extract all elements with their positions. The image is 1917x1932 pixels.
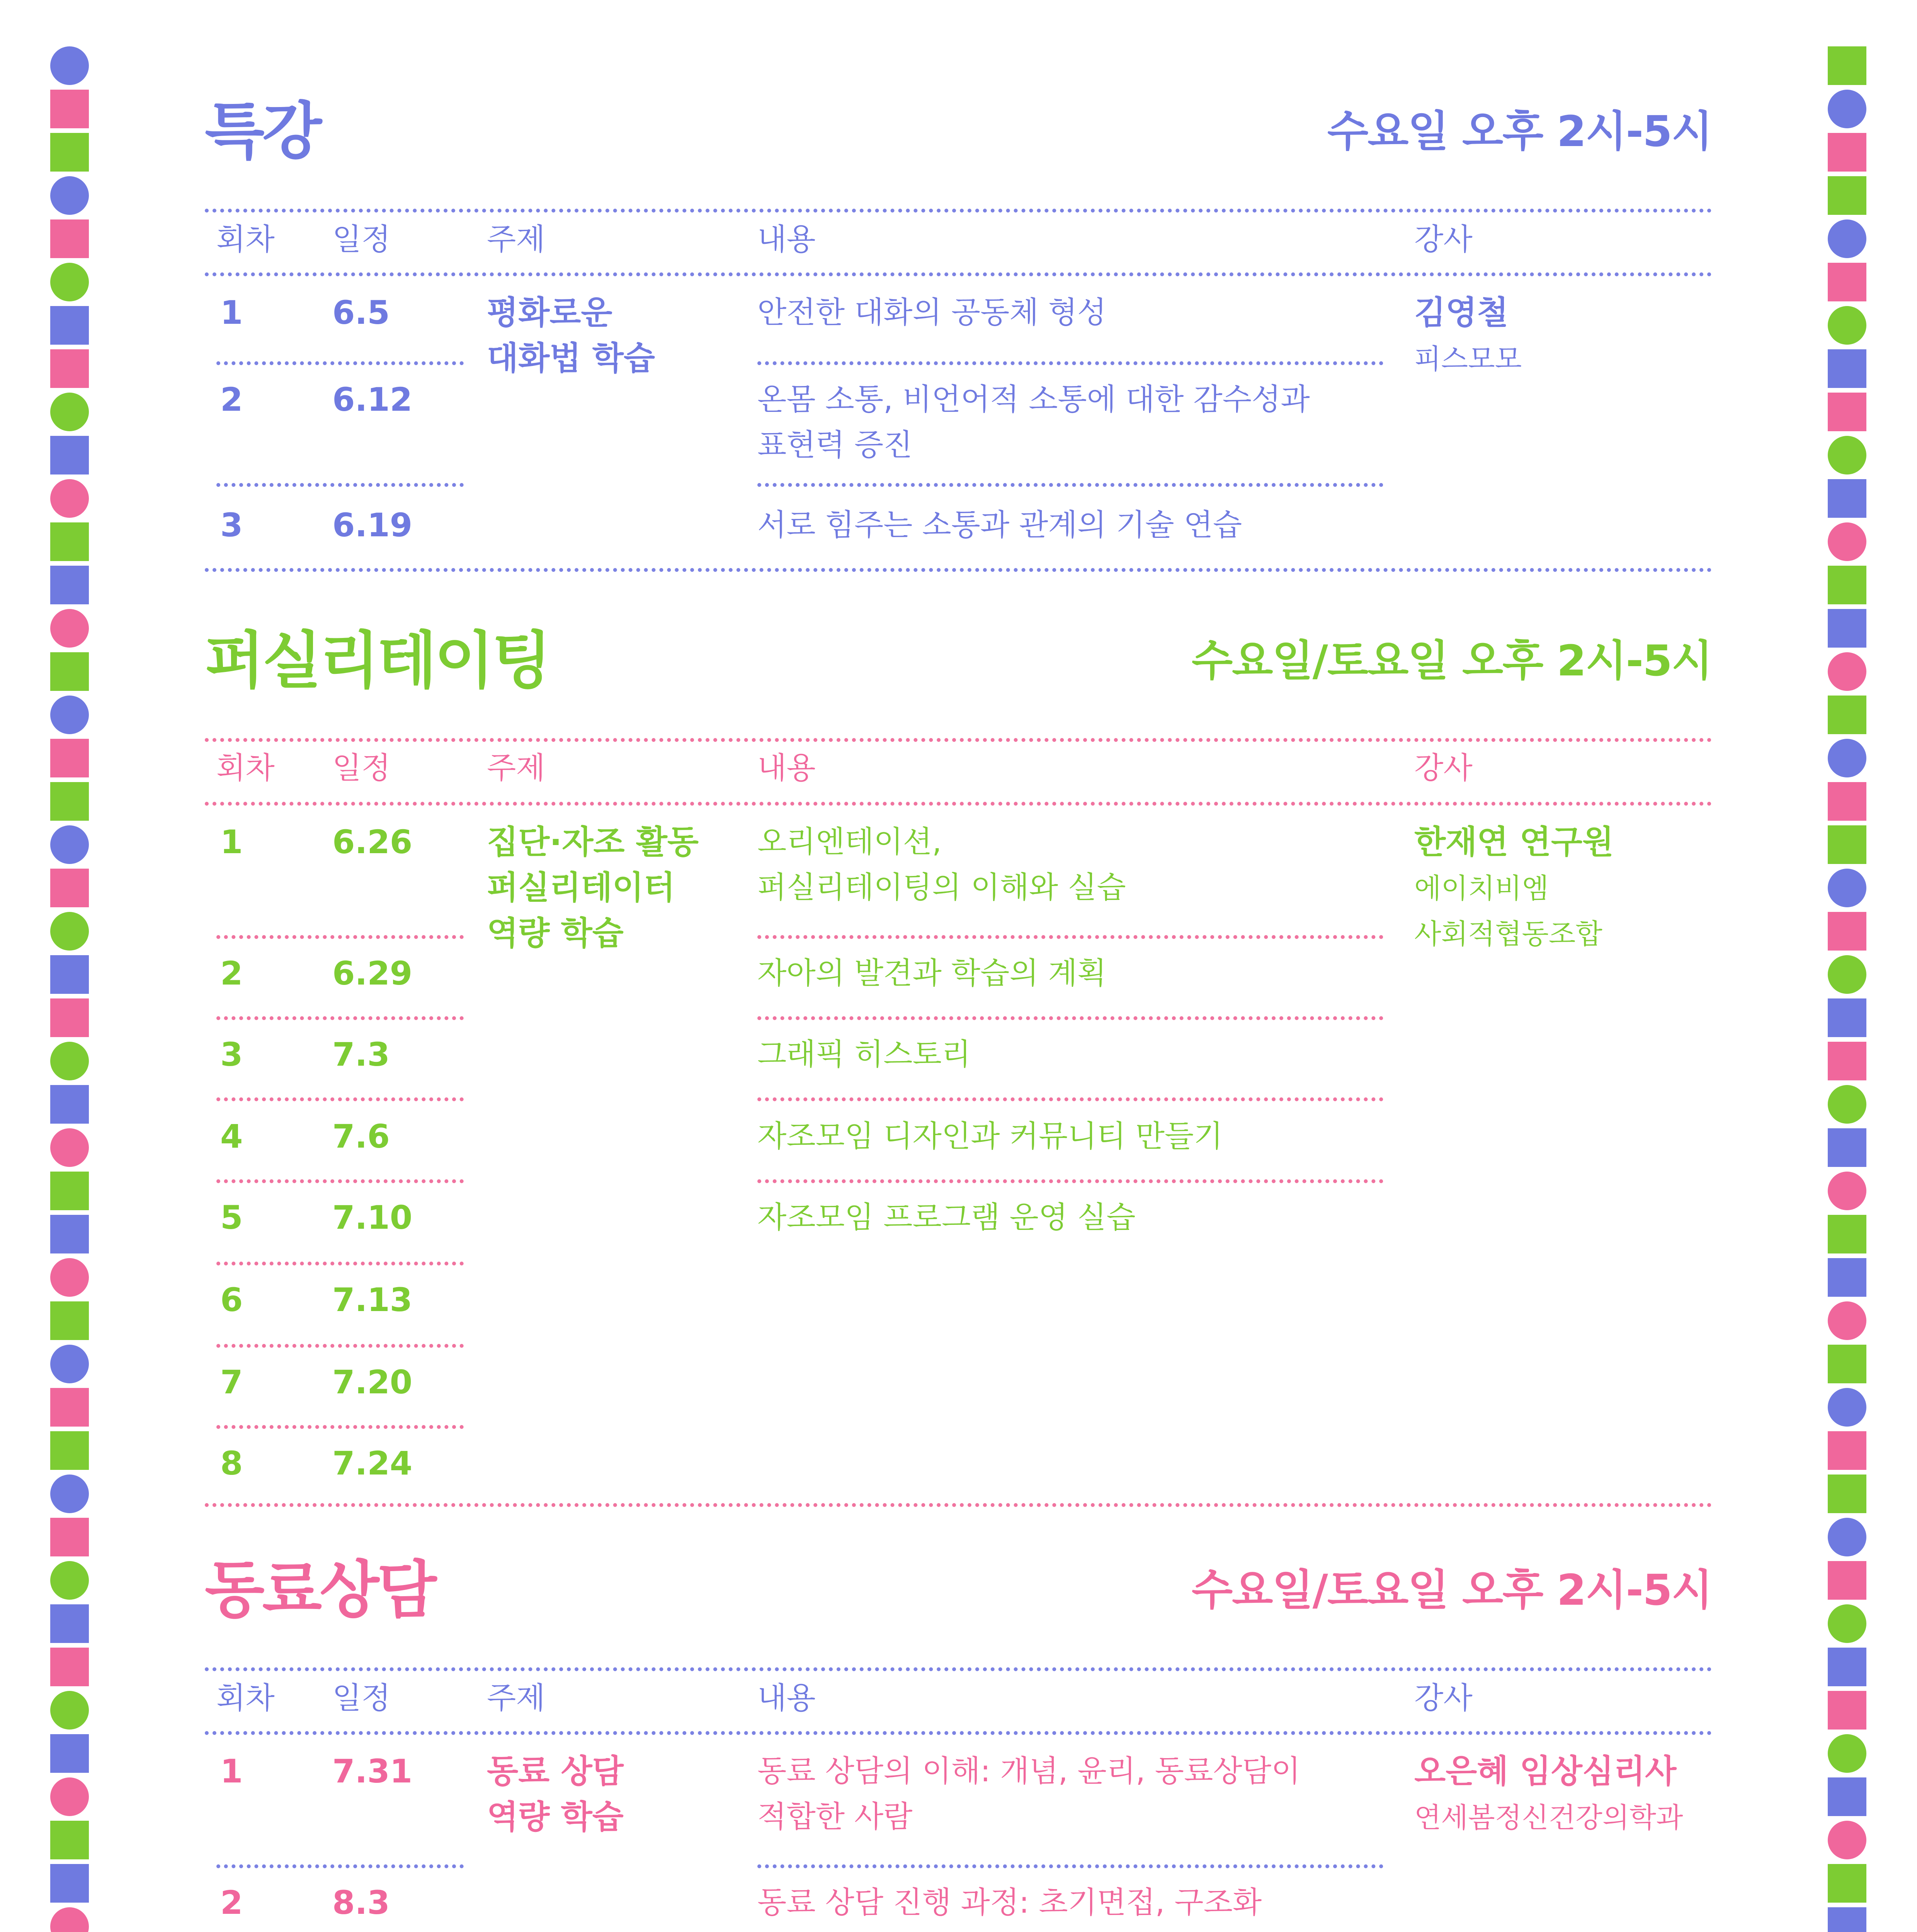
- circle-pink-decoration: [50, 1128, 89, 1167]
- header-date: 일정: [332, 1681, 391, 1716]
- round-cell: 4: [220, 1117, 243, 1155]
- square-pink-decoration: [1828, 1042, 1866, 1080]
- square-green-decoration: [50, 133, 89, 172]
- date-cell: 8.3: [332, 1884, 390, 1922]
- circle-purple-decoration: [50, 696, 89, 734]
- square-green-decoration: [1828, 1215, 1866, 1253]
- circle-pink-decoration: [1828, 1301, 1866, 1340]
- round-cell: 1: [220, 823, 243, 861]
- date-cell: 6.26: [332, 823, 413, 861]
- round-cell: 2: [220, 954, 243, 992]
- square-pink-decoration: [50, 90, 89, 128]
- square-purple-decoration: [1828, 1907, 1866, 1932]
- content-divider: [757, 1097, 1383, 1101]
- section-facilitating: [205, 626, 1712, 1515]
- teacher-name: 오은혜 임상심리사: [1414, 1752, 1677, 1790]
- section-bottom-divider: [205, 568, 1712, 572]
- header-round: 회차: [216, 751, 275, 786]
- round-cell: 2: [220, 381, 243, 418]
- header-topic: 주제: [487, 222, 545, 257]
- circle-pink-decoration: [1828, 1172, 1866, 1210]
- circle-green-decoration: [1828, 436, 1866, 474]
- date-cell: 7.10: [332, 1199, 413, 1236]
- round-cell: 2: [220, 1884, 243, 1922]
- date-cell: 7.20: [332, 1363, 413, 1401]
- header-date: 일정: [332, 222, 391, 257]
- round-cell: 1: [220, 294, 243, 332]
- round-cell: 7: [220, 1363, 243, 1401]
- date-cell: 6.5: [332, 294, 390, 332]
- content-cell: 오리엔테이션, 퍼실리테이팅의 이해와 실습: [757, 825, 1126, 905]
- circle-purple-decoration: [50, 1475, 89, 1513]
- header-round: 회차: [216, 222, 275, 257]
- header-teacher: 강사: [1414, 1681, 1473, 1716]
- circle-purple-decoration: [50, 825, 89, 864]
- square-pink-decoration: [50, 1388, 89, 1427]
- teacher-name: 김영철: [1414, 294, 1509, 332]
- content-cell: 동료 상담의 이해: 개념, 윤리, 동료상담이 적합한 사람: [757, 1754, 1301, 1834]
- row-divider: [216, 935, 464, 939]
- section-bottom-divider: [205, 1503, 1712, 1507]
- round-cell: 3: [220, 1036, 243, 1073]
- square-purple-decoration: [50, 1734, 89, 1773]
- square-green-decoration: [50, 782, 89, 821]
- round-cell: 6: [220, 1281, 243, 1319]
- circle-purple-decoration: [1828, 1518, 1866, 1556]
- circle-pink-decoration: [50, 1907, 89, 1932]
- square-pink-decoration: [1828, 1431, 1866, 1470]
- circle-green-decoration: [1828, 1734, 1866, 1773]
- circle-green-decoration: [50, 912, 89, 951]
- header-content: 내용: [757, 222, 816, 257]
- square-purple-decoration: [50, 1215, 89, 1253]
- square-purple-decoration: [50, 436, 89, 474]
- square-pink-decoration: [1828, 133, 1866, 172]
- square-green-decoration: [1828, 1475, 1866, 1513]
- divider: [205, 802, 1712, 806]
- square-pink-decoration: [50, 349, 89, 388]
- header-content: 내용: [757, 1681, 816, 1716]
- date-cell: 6.29: [332, 954, 413, 992]
- content-cell: 서로 힘주는 소통과 관계의 기술 연습: [757, 508, 1242, 543]
- circle-purple-decoration: [50, 46, 89, 85]
- date-cell: 6.12: [332, 381, 413, 418]
- square-green-decoration: [50, 1172, 89, 1210]
- circle-pink-decoration: [50, 479, 89, 518]
- round-cell: 3: [220, 506, 243, 544]
- circle-green-decoration: [50, 1561, 89, 1600]
- content-divider: [757, 935, 1383, 939]
- square-purple-decoration: [50, 1864, 89, 1903]
- square-pink-decoration: [1828, 782, 1866, 821]
- circle-purple-decoration: [1828, 1388, 1866, 1427]
- divider: [205, 209, 1712, 213]
- round-cell: 8: [220, 1444, 243, 1482]
- header-teacher: 강사: [1414, 751, 1473, 786]
- divider: [205, 738, 1712, 742]
- header-topic: 주제: [487, 751, 545, 786]
- row-divider: [216, 1016, 464, 1020]
- square-green-decoration: [1828, 1864, 1866, 1903]
- square-green-decoration: [50, 652, 89, 691]
- square-pink-decoration: [50, 219, 89, 258]
- right-pattern-border: [1828, 0, 1866, 1932]
- square-green-decoration: [50, 1821, 89, 1859]
- circle-green-decoration: [50, 263, 89, 301]
- topic-cell: 동료 상담 역량 학습: [487, 1752, 624, 1836]
- square-green-decoration: [50, 1431, 89, 1470]
- date-cell: 7.24: [332, 1444, 413, 1482]
- content-cell: 온몸 소통, 비언어적 소통에 대한 감수성과 표현력 증진: [757, 382, 1310, 463]
- content-divider: [757, 1179, 1383, 1183]
- teacher-org: 피스모모: [1414, 343, 1522, 375]
- circle-purple-decoration: [50, 1345, 89, 1383]
- square-green-decoration: [1828, 566, 1866, 604]
- square-pink-decoration: [50, 869, 89, 907]
- square-purple-decoration: [1828, 1777, 1866, 1816]
- section-title: 특강: [205, 95, 320, 167]
- date-cell: 6.19: [332, 506, 413, 544]
- circle-green-decoration: [1828, 1085, 1866, 1124]
- square-purple-decoration: [1828, 998, 1866, 1037]
- teacher-org: 연세봄정신건강의학과: [1414, 1801, 1683, 1834]
- circle-pink-decoration: [1828, 652, 1866, 691]
- row-divider: [216, 1097, 464, 1101]
- header-teacher: 강사: [1414, 222, 1473, 257]
- content-divider: [757, 483, 1383, 487]
- content-cell: 자아의 발견과 학습의 계획: [757, 956, 1107, 991]
- circle-pink-decoration: [1828, 522, 1866, 561]
- content-cell: 안전한 대화의 공동체 형성: [757, 295, 1107, 330]
- square-purple-decoration: [1828, 479, 1866, 518]
- circle-pink-decoration: [50, 1258, 89, 1297]
- content-cell: 자조모임 프로그램 운영 실습: [757, 1200, 1136, 1235]
- section-title: 동료상담: [205, 1554, 435, 1626]
- circle-purple-decoration: [1828, 869, 1866, 907]
- square-purple-decoration: [50, 955, 89, 994]
- square-purple-decoration: [1828, 349, 1866, 388]
- circle-purple-decoration: [50, 176, 89, 215]
- content-cell: 자조모임 디자인과 커뮤니티 만들기: [757, 1119, 1223, 1154]
- row-divider: [216, 1425, 464, 1429]
- teacher-org: 에이치비엠 사회적협동조합: [1414, 872, 1602, 950]
- header-round: 회차: [216, 1681, 275, 1716]
- topic-cell: 평화로운 대화법 학습: [487, 294, 655, 377]
- row-divider: [216, 483, 464, 487]
- circle-pink-decoration: [50, 609, 89, 648]
- content-divider: [757, 1864, 1383, 1868]
- circle-green-decoration: [50, 393, 89, 431]
- circle-green-decoration: [50, 1691, 89, 1730]
- header-date: 일정: [332, 751, 391, 786]
- square-pink-decoration: [50, 1518, 89, 1556]
- square-green-decoration: [1828, 825, 1866, 864]
- square-pink-decoration: [50, 998, 89, 1037]
- section-time: 수요일/토요일 오후 2시-5시: [1191, 636, 1712, 685]
- section-time: 수요일/토요일 오후 2시-5시: [1191, 1565, 1712, 1615]
- row-divider: [216, 1344, 464, 1348]
- circle-pink-decoration: [50, 1777, 89, 1816]
- section-time: 수요일 오후 2시-5시: [1327, 107, 1712, 156]
- date-cell: 7.6: [332, 1117, 390, 1155]
- circle-purple-decoration: [1828, 90, 1866, 128]
- divider: [205, 1667, 1712, 1671]
- square-purple-decoration: [50, 566, 89, 604]
- square-green-decoration: [50, 522, 89, 561]
- row-divider: [216, 361, 464, 365]
- square-pink-decoration: [1828, 263, 1866, 301]
- square-pink-decoration: [50, 1648, 89, 1686]
- square-green-decoration: [1828, 1345, 1866, 1383]
- date-cell: 7.31: [332, 1752, 413, 1790]
- square-pink-decoration: [1828, 912, 1866, 951]
- divider: [205, 272, 1712, 276]
- square-green-decoration: [1828, 696, 1866, 734]
- row-divider: [216, 1262, 464, 1265]
- header-content: 내용: [757, 751, 816, 786]
- square-pink-decoration: [50, 739, 89, 777]
- square-purple-decoration: [50, 306, 89, 345]
- circle-purple-decoration: [1828, 219, 1866, 258]
- square-pink-decoration: [1828, 393, 1866, 431]
- square-green-decoration: [50, 1301, 89, 1340]
- content-cell: 동료 상담 진행 과정: 초기면접, 구조화: [757, 1885, 1262, 1920]
- circle-purple-decoration: [1828, 739, 1866, 777]
- square-purple-decoration: [50, 1085, 89, 1124]
- topic-cell: 집단·자조 활동 퍼실리테이터 역량 학습: [487, 823, 699, 952]
- section-special-lecture: [205, 97, 1712, 576]
- square-pink-decoration: [1828, 1561, 1866, 1600]
- round-cell: 1: [220, 1752, 243, 1790]
- square-purple-decoration: [1828, 1128, 1866, 1167]
- circle-green-decoration: [50, 1042, 89, 1080]
- row-divider: [216, 1864, 464, 1868]
- date-cell: 7.13: [332, 1281, 413, 1319]
- header-topic: 주제: [487, 1681, 545, 1716]
- circle-green-decoration: [1828, 955, 1866, 994]
- section-peer-counseling: [205, 1555, 1712, 1932]
- circle-green-decoration: [1828, 1604, 1866, 1643]
- circle-green-decoration: [1828, 306, 1866, 345]
- row-divider: [216, 1179, 464, 1183]
- square-pink-decoration: [1828, 1691, 1866, 1730]
- square-purple-decoration: [1828, 609, 1866, 648]
- teacher-name: 한재연 연구원: [1414, 823, 1614, 861]
- square-purple-decoration: [50, 1604, 89, 1643]
- content-cell: 그래픽 히스토리: [757, 1037, 971, 1072]
- square-green-decoration: [1828, 176, 1866, 215]
- content-divider: [757, 1016, 1383, 1020]
- divider: [205, 1731, 1712, 1735]
- circle-pink-decoration: [1828, 1821, 1866, 1859]
- square-purple-decoration: [1828, 1258, 1866, 1297]
- date-cell: 7.3: [332, 1036, 390, 1073]
- section-title: 퍼실리테이팅: [205, 624, 549, 697]
- square-purple-decoration: [1828, 1648, 1866, 1686]
- left-pattern-border: [50, 0, 89, 1932]
- round-cell: 5: [220, 1199, 243, 1236]
- content-divider: [757, 361, 1383, 365]
- square-green-decoration: [1828, 46, 1866, 85]
